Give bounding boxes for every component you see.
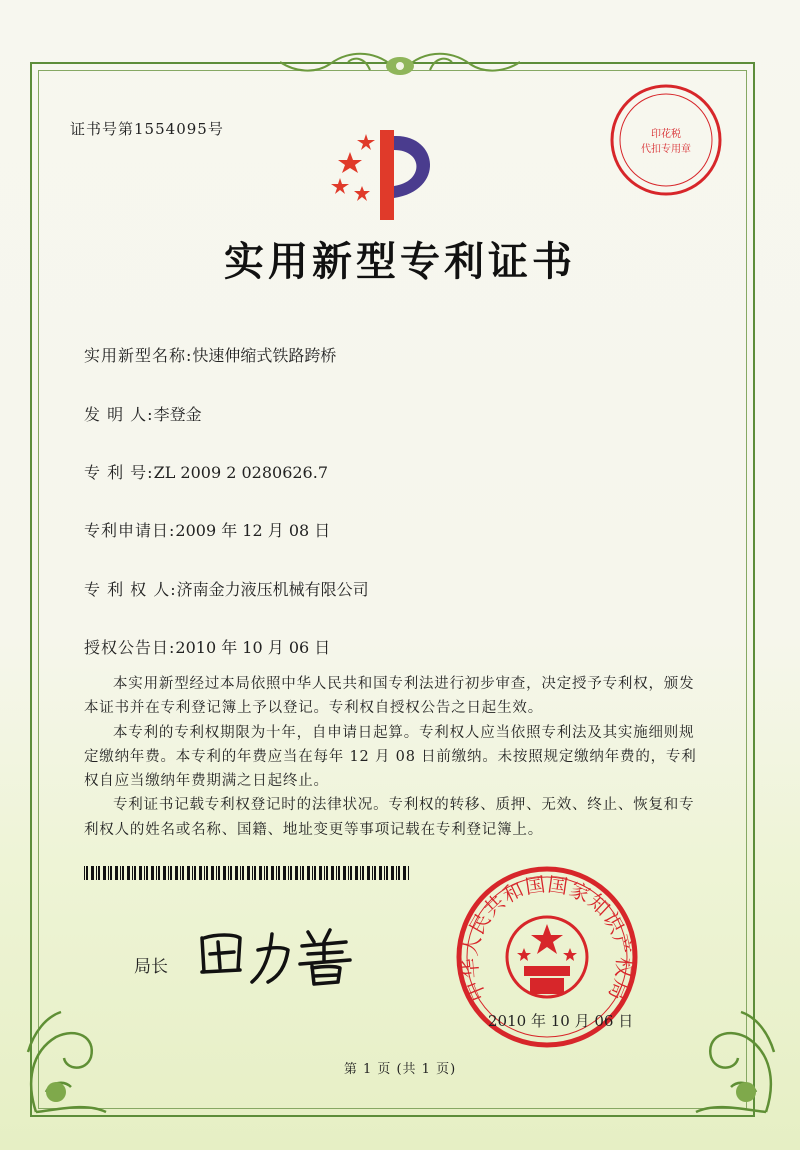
certificate-title: 实用新型专利证书 <box>224 238 576 285</box>
barcode <box>84 866 414 880</box>
field-application-date <box>84 518 330 541</box>
patent-office-emblem-icon <box>328 128 458 224</box>
svg-text:印花税: 印花税 <box>651 129 681 140</box>
field-value: ZL 2009 2 0280626.7 <box>153 463 328 482</box>
body-paragraph: 专利证书记载专利权登记时的法律状况。专利权的转移、质押、无效、终止、恢复和专利权人的姓名或名称、国籍、地址变更等事项记载在专利登记簿上。 <box>84 797 695 838</box>
tax-seal <box>606 80 726 200</box>
field-grant-announcement-date <box>84 635 330 658</box>
body-paragraph: 本专利的专利权期限为十年，自申请日起算。专利权人应当依照专利法及其实施细则规定缴纳年费。本专利的年费应当在每年 12 月 08 日前缴纳。未按照规定缴纳年费的，专利权自应当缴纳年费期满之日起终止。 <box>84 724 697 790</box>
seal-text: 中华人民共和国国家知识产权局 <box>457 871 637 1005</box>
field-patent-number <box>84 460 328 483</box>
field-inventor <box>84 402 202 425</box>
issue-date: 2010 年 10 月 06 日 <box>488 1012 634 1030</box>
page-footer: 第 1 页 (共 1 页) <box>343 1062 457 1077</box>
top-ornament <box>270 44 530 84</box>
certificate-body <box>84 672 704 842</box>
field-utility-model-name <box>84 343 336 366</box>
field-label: 专 利 权 人: <box>84 580 177 599</box>
body-paragraph: 本实用新型经过本局依照中华人民共和国专利法进行初步审查，决定授予专利权，颁发本证书并在专利登记簿上予以登记。专利权自授权公告之日起生效。 <box>84 676 695 717</box>
field-value: 2010 年 10 月 06 日 <box>175 638 331 657</box>
field-value: 济南金力液压机械有限公司 <box>176 580 369 599</box>
field-label: 专 利 号: <box>84 463 154 482</box>
field-label: 授权公告日: <box>84 638 176 657</box>
field-patentee <box>84 577 369 600</box>
director-label: 局长 <box>134 957 168 977</box>
certificate-number: 证书号第1554095号 <box>70 120 224 138</box>
field-label: 专利申请日: <box>84 521 176 540</box>
bottom-right-ornament <box>676 992 786 1122</box>
director-signature <box>196 920 376 990</box>
field-label: 发 明 人: <box>84 405 154 424</box>
field-value: 李登金 <box>153 405 202 424</box>
field-value: 快速伸缩式铁路跨桥 <box>192 346 337 365</box>
field-value: 2009 年 12 月 08 日 <box>175 521 331 540</box>
svg-text:代扣专用章: 代扣专用章 <box>641 144 691 155</box>
field-label: 实用新型名称: <box>84 346 193 365</box>
bottom-left-ornament <box>16 992 126 1122</box>
